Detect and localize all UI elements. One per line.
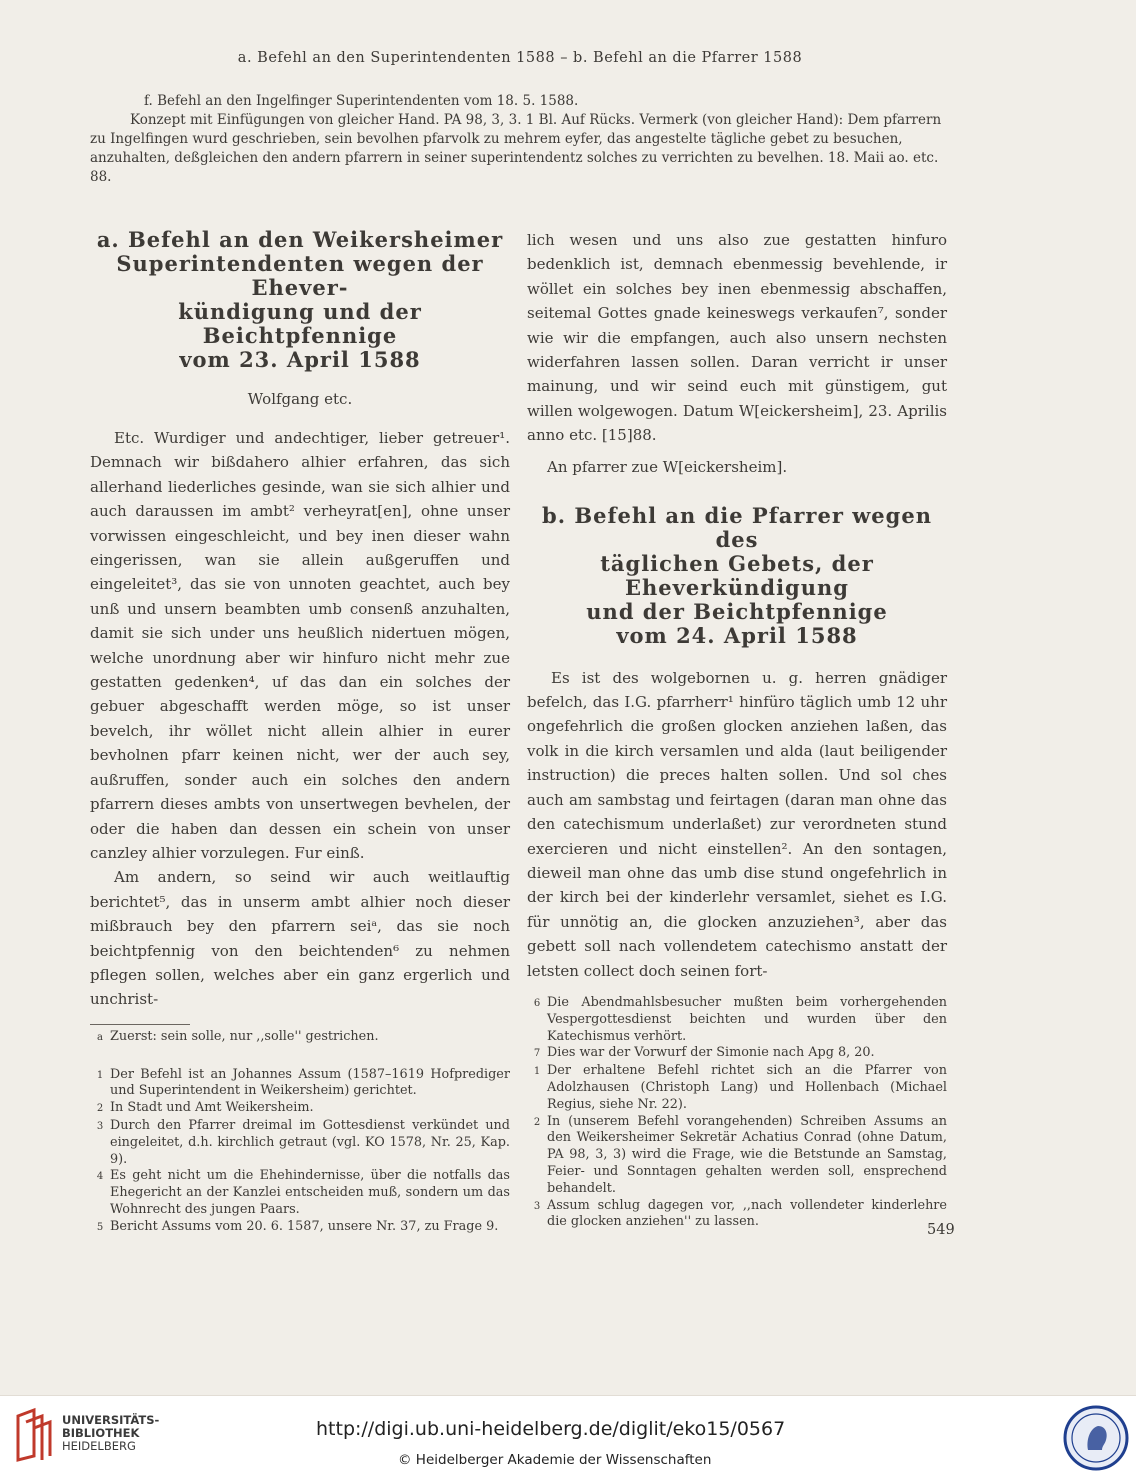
footnote-text: Die Abendmahlsbesucher mußten beim vorhergehenden Vespergottesdienst beichten und wurden über den Katechismus verhört. [547,994,947,1044]
library-logo-icon[interactable] [12,1406,56,1462]
heading-line: Superintendenten wegen der Ehever- [116,251,484,300]
footnote-text: Dies war der Vorwurf der Simonie nach Apg 8, 20. [547,1045,875,1061]
right-column [527,228,947,1231]
footnote-mark: 2 [96,1103,104,1115]
copyright-notice: © Heidelberger Akademie der Wissenschaften [398,1452,712,1468]
section-a-paragraph-1: Etc. Wurdiger und andechtiger, lieber getreuer¹. Demnach wir bißdahero alhier erfahren, das sich allerhand liederliches gesinde, wan sie sich alhier und auch daraussen im ambt² verheyrat[en], ohne unser vorwissen eingeschleicht, und bey inen dieser wahn eingerissen, wan sie allein außgeruffen und eingeleitet³, das sie von unnoten geachtet, auch bey unß und unsern beambten umb consenß anzuhalten, damit sie sich under uns heußlich nidertuen mögen, welche unordnung aber wir hinfuro nicht mehr zue gestatten gedenken⁴, uf das dan ein solches der gebuer abgeschafft werden möge, so ist unser bevelch, ihr wöllet nicht allein alhier in eurer bevholnen pfarr keinen nicht, wer der auch sey, außruffen, sonder auch ein solches den andern pfarrern dieses ambts von unsertwegen bevhelen, der oder die haben dan dessen ein schein von unser canzley alhier vorzulegen. Fur einß. [90,429,510,862]
section-a-paragraph-2: Am andern, so seind wir auch weitlauftig berichtet⁵, das in unserm ambt alhier noch dieser mißbrauch bey den pfarrern seiᵃ, das sie noch beichtpfennig von den beichtenden⁶ zu nehmen pflegen sollen, welches aber ein ganz ergerlich und unchrist- [90,868,510,1009]
logo-line: BIBLIOTHEK [62,1426,140,1440]
heading-line: täglichen Gebets, der Eheverkündigung [600,550,874,600]
footnote-text: Bericht Assums vom 20. 6. 1587, unsere Nr. 37, zu Frage 9. [110,1218,499,1234]
running-head: a. Befehl an den Superintendenten 1588 – b. Befehl an die Pfarrer 1588 [237,50,803,66]
footnote-mark: 1 [96,1069,104,1081]
footnote-text: In Stadt und Amt Weikersheim. [110,1100,314,1116]
heading-line: a. Befehl an den Weikersheimer [96,227,504,252]
academy-seal-icon [1062,1404,1130,1472]
footnote-text: Zuerst: sein solle, nur ,,solle'' gestrichen. [110,1028,379,1044]
library-logo-text [62,1414,159,1453]
heading-line: kündigung und der Beichtpfennige [178,299,422,348]
section-b-heading [527,504,947,648]
intro-block [90,92,950,187]
footnote [90,1067,510,1101]
heading-line: vom 24. April 1588 [616,622,858,648]
footnote [527,995,947,1045]
footnote-mark: 1 [533,1066,541,1078]
intro-note: Konzept mit Einfügungen von gleicher Hand. PA 98, 3, 3. 1 Bl. Auf Rücks. Vermerk (von gleicher Hand): Dem pfarrern zu Ingelfingen wurd geschrieben, sein bevolhen pfarvolk zu mehrem eyfer, das angestelte tägliche gebet zu besuchen, anzuhalten, deßgleichen den andern pfarrern in seiner superintendentz solches zu verrichten zu bevelhen. 18. Maii ao. etc. 88. [90,112,942,185]
footnote-text: Der erhaltene Befehl richtet sich an die Pfarrer von Adolzhausen (Christoph Lang) und Hollenbach (Michael Regius, siehe Nr. 22). [547,1063,947,1112]
footer-bar [0,1395,1136,1480]
text-note [90,1029,510,1047]
salutation: Wolfgang etc. [247,390,353,408]
addressee-line: An pfarrer zue W[eickersheim]. [547,457,788,476]
footnote-mark: 3 [96,1120,104,1132]
intro-title: f. Befehl an den Ingelfinger Superintendenten vom 18. 5. 1588. [144,93,579,109]
footnote-mark: 2 [533,1116,541,1128]
heading-line: und der Beichtpfennige [586,598,888,624]
logo-line: HEIDELBERG [62,1439,136,1453]
footnote-mark: 3 [533,1200,541,1212]
footnote-mark: 4 [96,1171,104,1183]
footnote [527,1114,947,1198]
footnote-mark: 6 [533,997,541,1009]
footnote [90,1100,510,1118]
section-b-paragraph-1: Es ist des wolgebornen u. g. herren gnädiger befelch, das I.G. pfarrherr¹ hinfüro täglich umb 12 uhr ongefehrlich die großen glocken anziehen laßen, das volk in die kirch versamlen und alda (laut beiligender instruction) die preces halten sollen. Und sol ches auch am sambstag und feirtagen (daran man ohne das den catechismum underlaßet) zur verordneten stund exercieren und nicht einstellen². An den sontagen, dieweil man ohne das umb dise stund ongefehrlich in der kirch bei der kinderlehr versamlet, siehet es I.G. für unnötig an, die glocken anzuziehen³, aber das gebett soll nach vollendetem catechismo anstatt der letsten collect doch seinen fort- [527,668,947,980]
footnote-mark: 7 [533,1048,541,1060]
footnote-text: Es geht nicht um die Ehehindernisse, über die notfalls das Ehegericht an der Kanzlei entscheiden muß, sondern um das Wohnrecht des jungen Paars. [110,1168,510,1217]
footnote-mark: a [97,1031,103,1043]
footnote [527,1198,947,1232]
footnote-mark: 5 [96,1221,104,1233]
footnote [90,1168,510,1218]
logo-line: UNIVERSITÄTS- [62,1413,160,1427]
heading-line: vom 23. April 1588 [179,347,421,372]
permalink-url[interactable]: http://digi.ub.uni-heidelberg.de/diglit/eko15/0567 [316,1418,786,1440]
heading-line: b. Befehl an die Pfarrer wegen des [542,502,932,552]
footnote-rule [90,1024,190,1025]
footnote-text: Durch den Pfarrer dreimal im Gottesdienst verkündet und eingeleitet, d.h. kirchlich getraut (vgl. KO 1578, Nr. 25, Kap. 9). [110,1117,510,1167]
footnote [527,1063,947,1113]
left-column [90,228,510,1237]
footnote [90,1118,510,1168]
section-a-continuation: lich wesen und uns also zue gestatten hinfuro bedenklich ist, demnach ebenmessig bevehlende, ir wöllet ein solches bey inen ebenmessig abschaffen, seitemal Gottes gnade keineswegs verkaufen⁷, sonder wie wir die empfangen, auch also unsern nechsten widerfahren lassen sollen. Daran verricht ir unser mainung, und wir seind euch mit günstigem, gut willen wolgewogen. Datum W[eickersheim], 23. Aprilis anno etc. [15]88. [527,231,947,445]
footnote-text: Der Befehl ist an Johannes Assum (1587–1619 Hofprediger und Superintendent in Weikersheim) gerichtet. [110,1066,510,1099]
footnote-text: Assum schlug dagegen vor, ,,nach vollendeter kinderlehre die glocken anziehen'' zu lassen. [547,1197,947,1230]
right-footnotes [527,995,947,1231]
left-footnotes [90,1067,510,1237]
page-number: 549 [927,1222,955,1238]
footnote-text: In (unserem Befehl vorangehenden) Schreiben Assums an den Weikersheimer Sekretär Achatius Conrad (ohne Datum, PA 98, 3, 3) wird die Frage, wie die Betstunde an Samstag, Feier- und Sonntagen gehalten werden soll, ensprechend behandelt. [547,1113,947,1196]
section-a-heading [90,228,510,372]
footnote [527,1045,947,1063]
footnote [90,1219,510,1237]
